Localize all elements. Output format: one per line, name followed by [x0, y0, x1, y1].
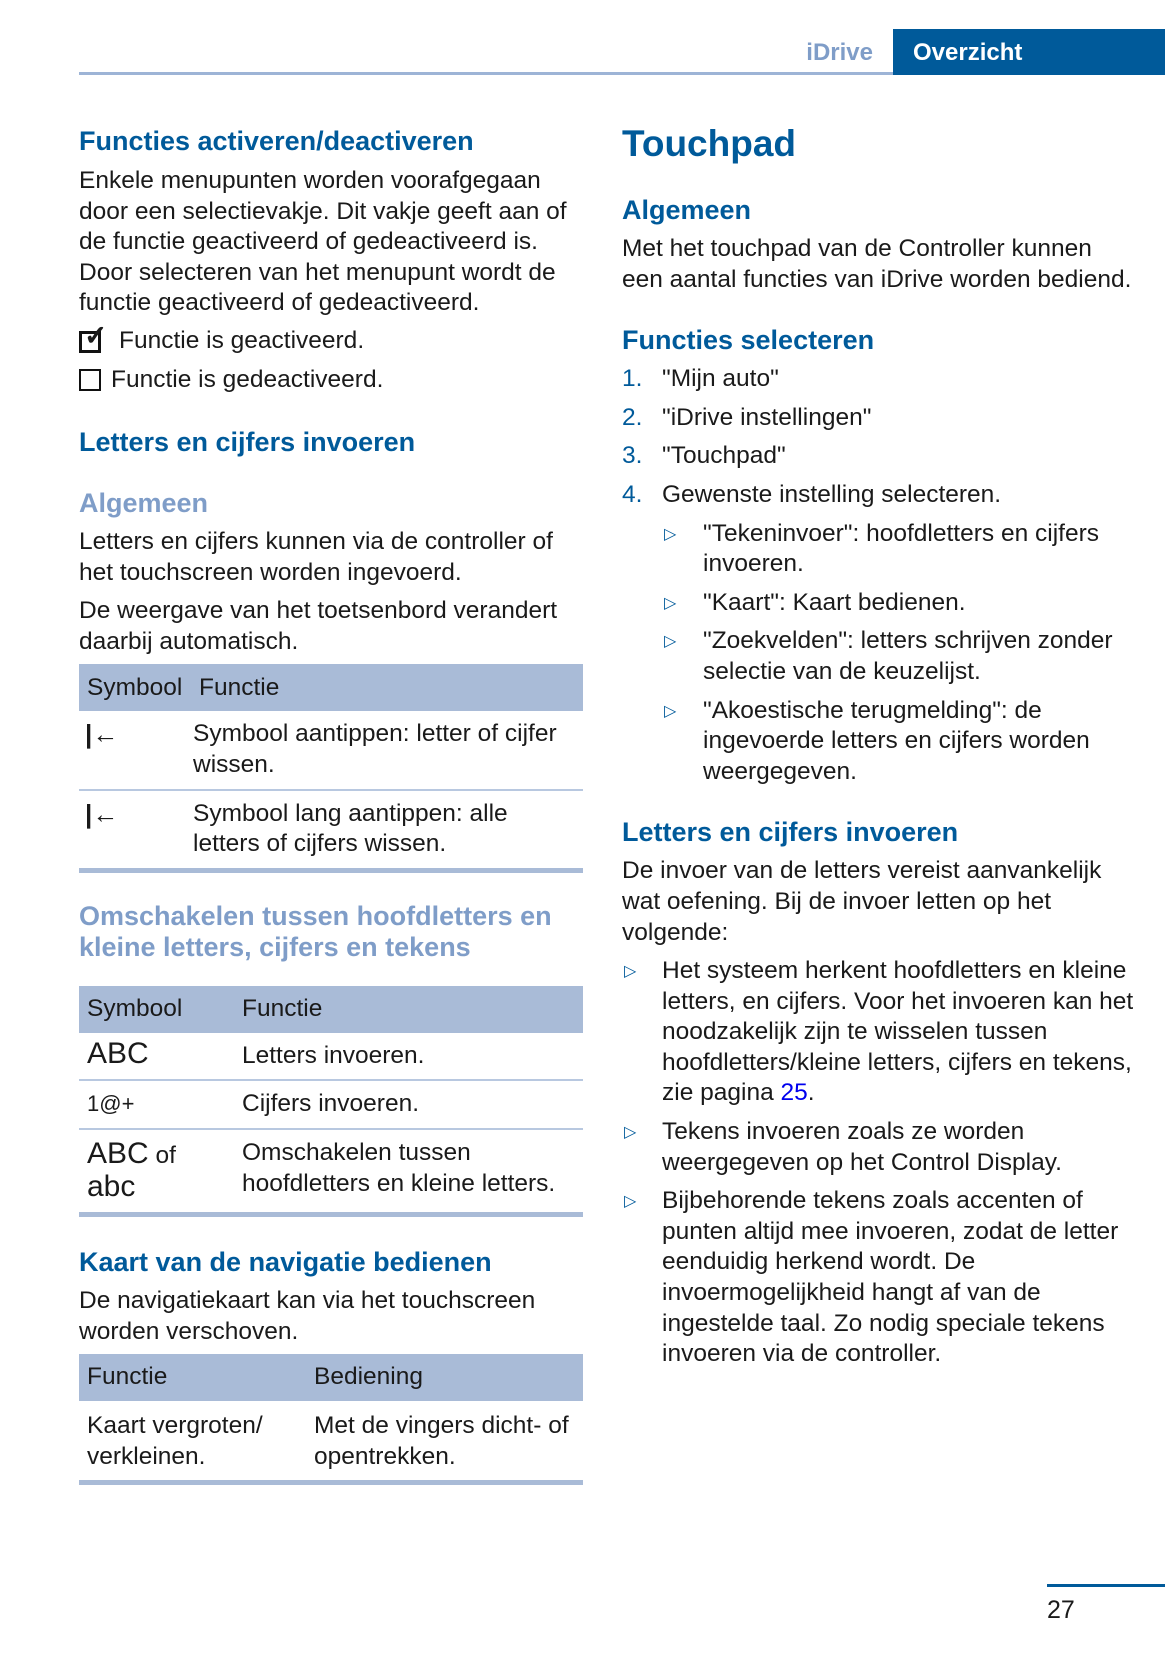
subheading-omschakelen: Omschakelen tussen hoofdletters en kleine letters, cijfers en tekens [79, 900, 552, 962]
list-item: ▷ Het systeem herkent hoofdletters en kleine letters, en cijfers. Voor het invoeren kan het noodzakelijk zijn te wisselen tussen hoofdletters/kleine letters, cijfers en tekens, zie pagina 25. [624, 957, 1134, 1107]
list-item: 1. "Mijn auto" [622, 365, 779, 393]
list-item: 2. "iDrive instellingen" [622, 403, 872, 431]
triangle-bullet-icon: ▷ [664, 594, 677, 612]
col-header: Symbool [87, 673, 183, 701]
table-bottom-rule [79, 1212, 583, 1217]
table-row: Kaart vergroten/ verkleinen. Met de vingers dicht- of opentrekken. [87, 1412, 569, 1470]
triangle-bullet-icon: ▷ [664, 702, 677, 720]
col-header: Functie [199, 673, 280, 701]
list-item: ▷ "Zoekvelden": letters schrijven zonder selectie van de keuzelijst. [664, 627, 1113, 685]
list-item: ▷ "Tekeninvoer": hoofdletters en cijfers invoeren. [664, 519, 1099, 578]
table-row: 1@+ Cijfers invoeren. [79, 1081, 583, 1130]
sub-list [664, 519, 1137, 788]
col-header: Bediening [314, 1363, 423, 1391]
checked-label: Functie is geactiveerd. [119, 327, 365, 355]
table-row: |← Symbool lang aantippen: alle letters of cijfers wissen. [79, 791, 583, 868]
list-item: 4. Gewenste instelling selecteren. [622, 480, 1002, 508]
subheading-algemeen: Algemeen [79, 487, 209, 518]
page-number: 27 [1047, 1596, 1075, 1624]
list-item: ▷ Tekens invoeren zoals ze worden weergegeven op het Control Display. [624, 1118, 1062, 1176]
heading-kaart: Kaart van de navigatie bedienen [79, 1246, 492, 1277]
page-link[interactable]: 25 [780, 1079, 808, 1107]
unchecked-item [79, 365, 583, 396]
triangle-bullet-icon: ▷ [624, 963, 637, 981]
table-bottom-rule [79, 868, 583, 873]
checked-checkbox-icon: ✓ [79, 330, 109, 352]
header-tab-overzicht[interactable]: Overzicht [893, 29, 1165, 75]
triangle-bullet-icon: ▷ [664, 633, 677, 651]
table-delete-symbols [79, 664, 583, 872]
table-bottom-rule [79, 1480, 583, 1485]
heading-letters-cijfers-right: Letters en cijfers invoeren [622, 817, 959, 848]
heading-functies-selecteren: Functies selecteren [622, 325, 875, 356]
heading-functies-activeren: Functies activeren/deactiveren [79, 126, 474, 156]
triangle-bullet-icon: ▷ [664, 525, 677, 543]
header-section-idrive[interactable]: iDrive [806, 39, 873, 66]
paragraph: De navigatiekaart kan via het touchscreen worden verschoven. [79, 1286, 536, 1345]
col-header: Functie [242, 994, 323, 1022]
page-number-rule [1047, 1584, 1165, 1587]
triangle-bullet-icon: ▷ [624, 1124, 637, 1142]
empty-checkbox-icon [79, 369, 101, 391]
table-map-gestures [79, 1354, 583, 1485]
checked-item [79, 320, 583, 357]
list-item: ▷ Bijbehorende tekens zoals accenten of punten altijd mee invoeren, zodat de letter eenduidig herkend wordt. De invoermogelijkheid hangt af van de ingestelde taal. Zo nodig speciale tekens invoeren via de controller. [624, 1187, 1119, 1368]
backspace-icon: |← [85, 719, 119, 750]
page-title: Touchpad [622, 123, 797, 164]
backspace-icon: |← [85, 798, 119, 829]
paragraph: Letters en cijfers kunnen via de controller of het touchscreen worden ingevoerd. [79, 527, 553, 586]
paragraph: Enkele menupunten worden voorafgegaan door een selectievakje. Dit vakje geeft aan of de functie geactiveerd of gedeactiveerd is. Door selecteren van het menupunt wordt de functie geactiveerd of gedeactiveerd. [79, 167, 567, 317]
triangle-bullet-icon: ▷ [624, 1193, 637, 1211]
unchecked-label: Functie is gedeactiveerd. [111, 366, 384, 394]
table-header [79, 1354, 583, 1401]
right-column [622, 122, 1137, 1370]
table-row: ABC of abc Omschakelen tussen hoofdletters en kleine letters. [79, 1130, 583, 1212]
table-row: ABC Letters invoeren. [79, 1033, 583, 1082]
case-toggle-symbol: ABC of abc [87, 1136, 176, 1203]
paragraph: De weergave van het toetsenbord verandert daarbij automatisch. [79, 597, 558, 655]
heading-letters-cijfers: Letters en cijfers invoeren [79, 426, 416, 457]
left-column [79, 126, 583, 1485]
list-item: ▷ "Kaart": Kaart bedienen. [664, 588, 1137, 619]
table-row: |← Symbool aantippen: letter of cijfer wissen. [79, 711, 583, 790]
heading-algemeen: Algemeen [622, 195, 752, 225]
list-item: 3. "Touchpad" [622, 442, 786, 470]
abc-symbol: ABC [87, 1036, 149, 1070]
table-header [79, 664, 583, 711]
col-header: Symbool [87, 994, 183, 1022]
col-header: Functie [87, 1363, 168, 1391]
table-header [79, 986, 583, 1033]
steps-list [622, 364, 1137, 510]
header-rule [79, 72, 893, 75]
paragraph: Met het touchpad van de Controller kunnen een aantal functies van iDrive worden bediend. [622, 235, 1132, 293]
paragraph: De invoer van de letters vereist aanvankelijk wat oefening. Bij de invoer letten op het volgende: [622, 857, 1102, 946]
table-input-modes [79, 986, 583, 1217]
numbers-symbol: 1@+ [87, 1091, 135, 1117]
bullet-list [624, 956, 1137, 1370]
list-item: ▷ "Akoestische terugmelding": de ingevoerde letters en cijfers worden weergegeven. [664, 696, 1090, 785]
